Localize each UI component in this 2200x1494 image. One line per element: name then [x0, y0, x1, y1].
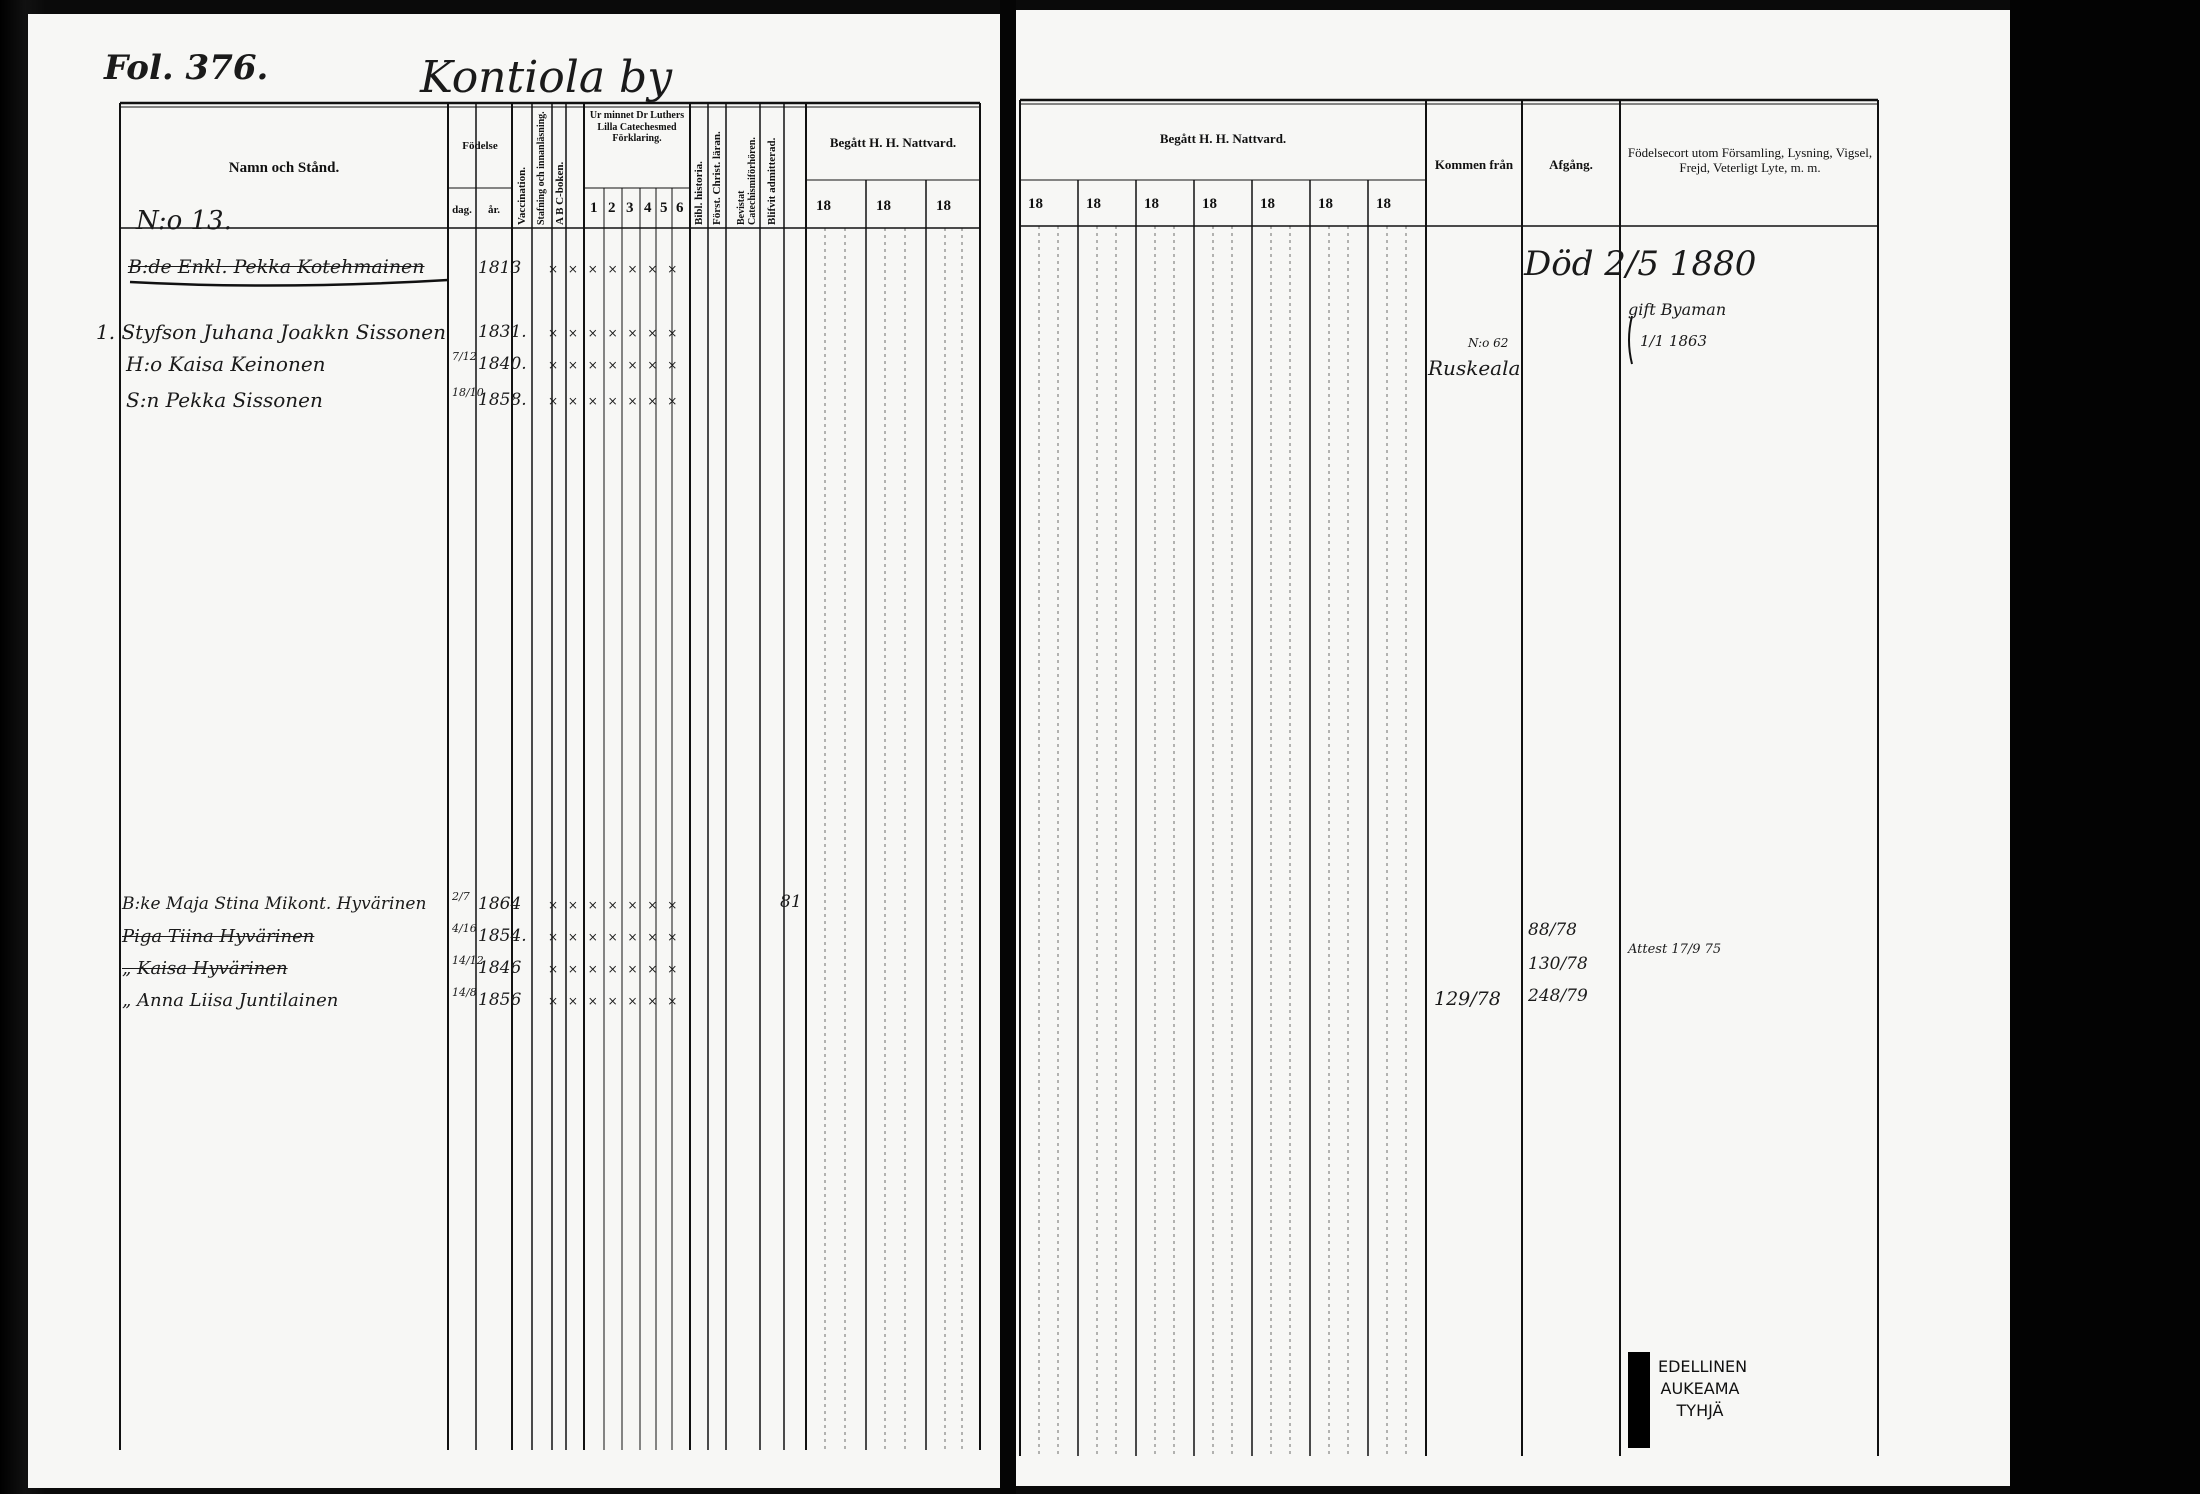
stamp-text [1658, 1356, 1748, 1422]
header-from: Kommen från [1434, 157, 1514, 172]
entry-marks: × × × × × × × [548, 962, 681, 976]
entry-year: 1846 [478, 958, 522, 978]
entry-name: H:o Kaisa Keinonen [126, 352, 326, 376]
entry-year: 1864 [478, 894, 522, 914]
cat-col-3: 3 [626, 200, 634, 216]
header-left: Afgång. [1549, 157, 1593, 172]
header-exam: Bevistat Catechismiförhören. [736, 137, 758, 225]
entry-year: 1831. [478, 322, 527, 342]
cat-col-5: 5 [660, 200, 668, 216]
stamp-line-2: AUKEAMA [1660, 1379, 1740, 1398]
entry-name: 1. Styfson Juhana Joakkn Sissonen [96, 320, 447, 344]
entry-name: Piga Tiina Hyvärinen [122, 926, 315, 947]
stamp-line-1: EDELLINEN [1658, 1357, 1748, 1376]
entry-day: 4/16 [452, 922, 477, 935]
arrival-entry: 129/78 [1434, 988, 1501, 1010]
entry-marks: × × × × × × × [548, 394, 681, 408]
from-ruskeala: Ruskeala [1428, 356, 1521, 380]
household-number: N:o 13. [136, 206, 232, 236]
entry-admitted: 81 [780, 892, 802, 912]
year-right-1: 18 [1028, 196, 1043, 212]
entry-day: 14/12 [452, 954, 484, 967]
stamp-line-3: TYHJÄ [1676, 1401, 1724, 1420]
entry-year: 1856 [478, 990, 522, 1010]
entry-day: 14/8 [452, 986, 477, 999]
village-title: Kontiola by [420, 52, 673, 103]
from-ruskeala-number: N:o 62 [1468, 336, 1509, 350]
header-reading: Stafning och innanläsning. [536, 111, 547, 225]
entry-day: 7/12 [452, 350, 477, 363]
folio-number: Fol. 376. [104, 48, 269, 88]
header-abc: A B C-boken. [554, 161, 566, 225]
header-birth: Födelse [462, 140, 498, 152]
cat-col-6: 6 [676, 200, 684, 216]
entry-marks: × × × × × × × [548, 326, 681, 340]
entry-day: 18/10 [452, 386, 484, 399]
entry-year: 1854. [478, 926, 527, 946]
header-birth-year: år. [487, 204, 501, 216]
cat-col-2: 2 [608, 200, 616, 216]
archive-stamp [1628, 1352, 1748, 1448]
departure-2: 130/78 [1528, 954, 1588, 974]
year-right-2: 18 [1086, 196, 1101, 212]
entry-name: S:n Pekka Sissonen [126, 388, 323, 412]
entry-marks: × × × × × × × [548, 994, 681, 1008]
entry-marks: × × × × × × × [548, 930, 681, 944]
entry-name: B:de Enkl. Pekka Kotehmainen [128, 256, 425, 278]
header-communion-left: Begått H. H. Nattvard. [829, 135, 957, 150]
entry-year: 1840. [478, 354, 527, 374]
year-left-3: 18 [936, 198, 951, 214]
year-left-2: 18 [876, 198, 891, 214]
year-right-4: 18 [1202, 196, 1217, 212]
year-left-1: 18 [816, 198, 831, 214]
header-communion-right: Begått H. H. Nattvard. [1159, 131, 1287, 146]
year-right-6: 18 [1318, 196, 1333, 212]
married-note: gift Byaman [1628, 300, 1727, 319]
departure-3: 248/79 [1528, 986, 1588, 1006]
year-right-3: 18 [1144, 196, 1159, 212]
entry-day: 2/7 [452, 890, 470, 903]
cat-col-4: 4 [644, 200, 652, 216]
year-right-7: 18 [1376, 196, 1391, 212]
header-vaccination: Vaccination. [516, 167, 528, 225]
header-first-communion: Blifvit admitterad. [766, 137, 778, 225]
entry-name: „ Anna Liisa Juntilainen [122, 990, 339, 1011]
remark-attest: Attest 17/9 75 [1628, 942, 1722, 957]
entry-name: „ Kaisa Hyvärinen [122, 958, 288, 979]
entry-year: 1858. [478, 390, 527, 410]
header-catechism: Ur minnet Dr Luthers Lilla Catechesmed Förklaring. [589, 110, 685, 144]
header-christ-teaching: Först. Christ. läran. [711, 131, 723, 225]
header-remarks: Födelsecort utom Församling, Lysning, Vigsel, Frejd, Veterligt Lyte, m. m. [1627, 145, 1873, 175]
departure-1: 88/78 [1528, 920, 1577, 940]
entry-year: 1813 [478, 258, 522, 278]
header-bible-history: Bibl. historia. [693, 161, 705, 225]
entry-marks: × × × × × × × [548, 898, 681, 912]
cat-col-1: 1 [590, 200, 598, 216]
entry-marks: × × × × × × × [548, 262, 681, 276]
header-birth-day: dag. [452, 204, 472, 216]
death-note: Död 2/5 1880 [1524, 244, 1757, 284]
header-name: Namn och Stånd. [228, 160, 340, 176]
entry-marks: × × × × × × × [548, 358, 681, 372]
stamp-bar [1628, 1352, 1650, 1448]
entry-name: B:ke Maja Stina Mikont. Hyvärinen [122, 894, 427, 914]
year-right-5: 18 [1260, 196, 1275, 212]
married-date: 1/1 1863 [1640, 332, 1708, 350]
